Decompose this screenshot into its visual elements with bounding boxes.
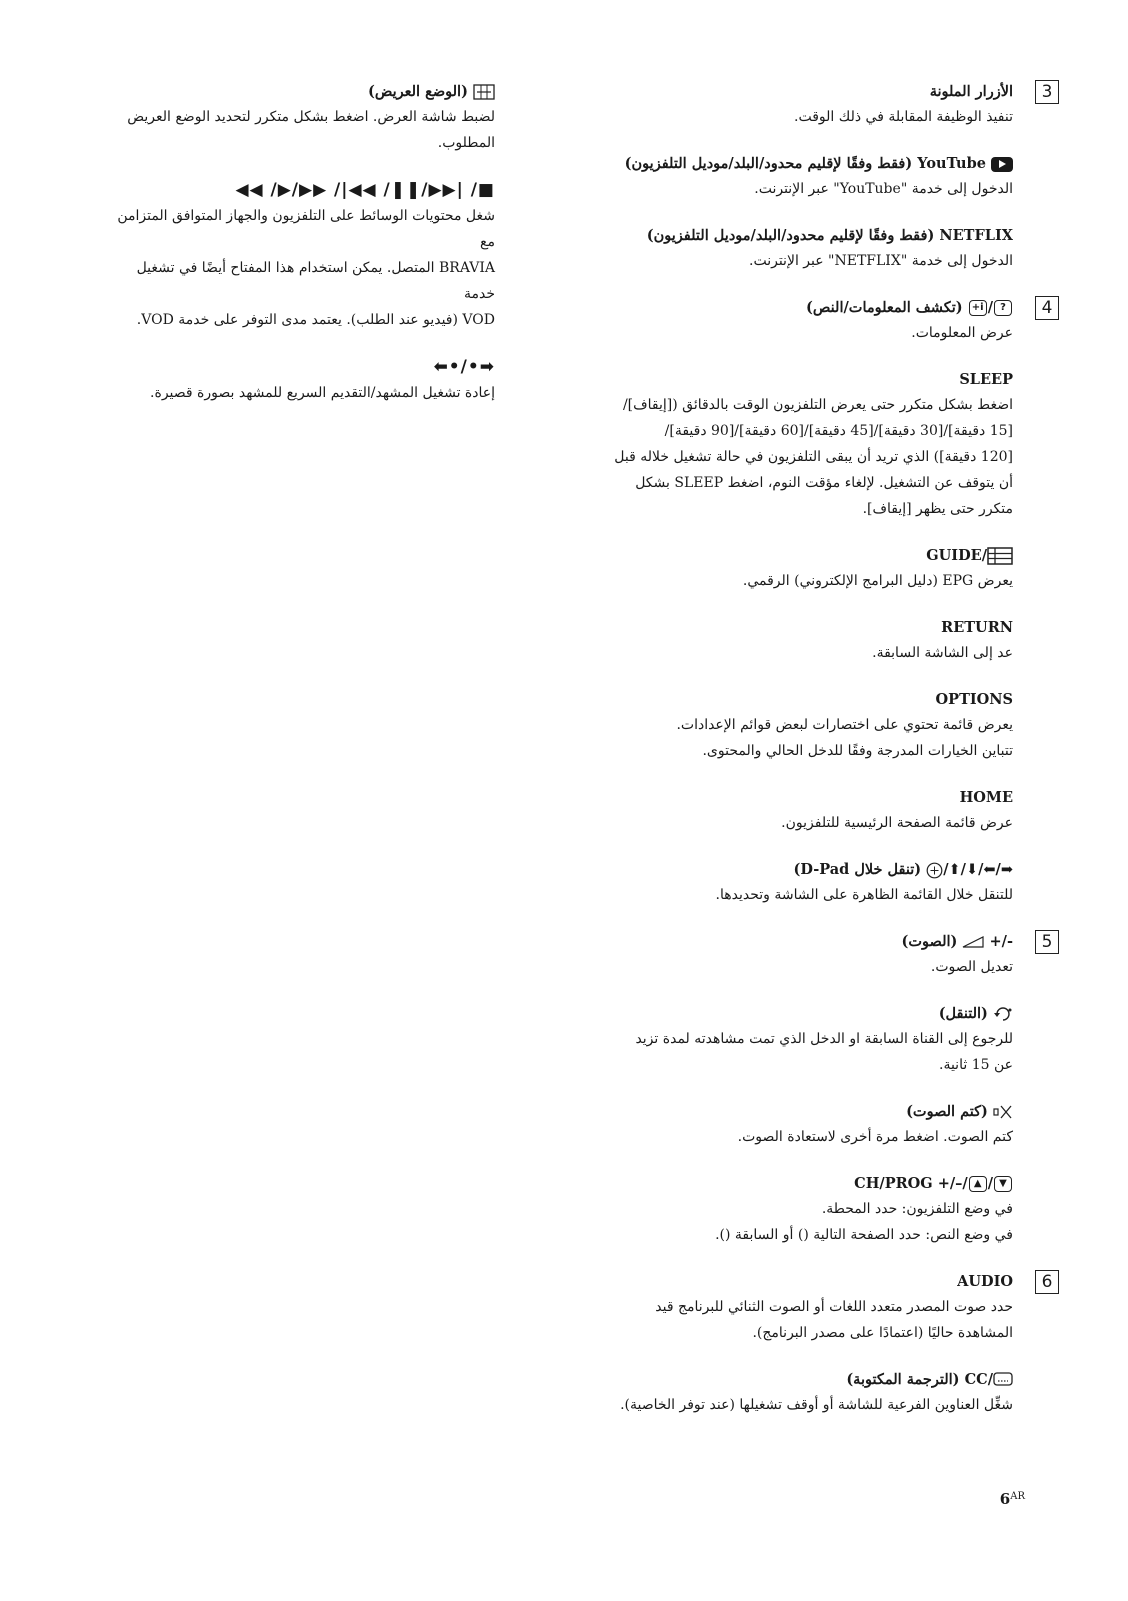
wide-title-text: (الوضع العريض)	[367, 83, 468, 100]
dpad-item	[543, 858, 1013, 908]
sleep-desc-line: أن يتوقف عن التشغيل. لإلغاء مؤقت النوم، اضغط SLEEP بشكل	[635, 475, 1013, 491]
cc-title	[543, 1368, 1013, 1392]
media-desc-line: VOD (فيديو عند الطلب). يعتمد مدى التوفر على خدمة VOD.	[136, 312, 495, 328]
replay-advance-icon: ⬅•/•➡	[433, 357, 495, 377]
color-buttons-item	[543, 80, 1013, 130]
dpad-title	[543, 858, 1013, 882]
return-desc: عد إلى الشاشة السابقة.	[872, 645, 1013, 661]
section-number-5: 5	[1035, 930, 1059, 954]
audio-desc-line: المشاهدة حاليًا (اعتمادًا على مصدر البرنامج).	[752, 1325, 1013, 1341]
wide-item	[105, 80, 495, 156]
mute-item	[543, 1100, 1013, 1150]
volume-desc: تعديل الصوت.	[930, 959, 1013, 975]
section-number-6: 6	[1035, 1270, 1059, 1294]
sleep-desc-line: متكرر حتى يظهر [إيقاف].	[862, 501, 1013, 517]
chprog-item	[543, 1172, 1013, 1248]
chprog-title	[543, 1172, 1013, 1196]
chprog-desc-line: في وضع التلفزيون: حدد المحطة.	[821, 1201, 1013, 1217]
replay-item	[105, 355, 495, 406]
sleep-desc-line: اضغط بشكل متكرر حتى يعرض التلفزيون الوقت بالدقائق ([إيقاف]/	[622, 397, 1013, 413]
color-buttons-title: الأزرار الملونة	[929, 83, 1013, 100]
sleep-item	[543, 368, 1013, 522]
mute-title	[543, 1100, 1013, 1124]
return-title: RETURN	[941, 619, 1013, 636]
audio-desc-line: حدد صوت المصدر متعدد اللغات أو الصوت الثنائي للبرنامج قيد	[655, 1299, 1013, 1315]
youtube-title	[543, 152, 1013, 176]
netflix-title-en: NETFLIX	[939, 227, 1013, 244]
arrow-keys-icon: /⬆/⬇/⬅/➡	[943, 861, 1013, 878]
guide-desc: يعرض EPG (دليل البرامج الإلكتروني) الرقمي.	[742, 573, 1013, 589]
audio-item	[543, 1270, 1013, 1346]
wide-desc-line: لضبط شاشة العرض. اضغط بشكل متكرر لتحديد الوضع العريض	[127, 109, 495, 125]
guide-title	[543, 544, 1013, 568]
youtube-desc: الدخول إلى خدمة "YouTube" عبر الإنترنت.	[754, 181, 1013, 197]
volume-symbol: +/-	[962, 930, 1013, 954]
sleep-desc-line: [120 دقيقة]) الذي تريد أن يبقى التلفزيون في حالة تشغيل خلاله قبل	[614, 449, 1013, 465]
netflix-title	[543, 224, 1013, 248]
dpad-title-text: (تنقل خلال D-Pad)	[793, 861, 922, 878]
color-buttons-desc: تنفيذ الوظيفة المقابلة في ذلك الوقت.	[794, 109, 1013, 125]
enter-circle-icon	[926, 862, 943, 879]
section-number-4: 4	[1035, 296, 1059, 320]
section-6	[543, 1270, 1053, 1418]
media-title	[105, 178, 495, 203]
return-item	[543, 616, 1013, 666]
help-icon: ?	[994, 300, 1012, 316]
mute-icon	[993, 1103, 1013, 1121]
home-title: HOME	[959, 789, 1013, 806]
options-item	[543, 688, 1013, 764]
cc-item	[543, 1368, 1013, 1418]
guide-title-text: GUIDE/	[926, 544, 1013, 568]
jump-desc-line: للرجوع إلى القناة السابقة او الدخل الذي تمت مشاهدته لمدة تزيد	[635, 1031, 1013, 1047]
cc-desc: شغِّل العناوين الفرعية للشاشة أو أوقف تشغيلها (عند توفر الخاصية).	[620, 1397, 1013, 1413]
media-controls-icon: ◀◀ /▶/▶▶ /|◀◀ /❚❚/▶▶| /■	[235, 180, 495, 200]
right-column	[543, 80, 1053, 1440]
info-item	[543, 296, 1013, 346]
mute-title-text: (كتم الصوت)	[906, 1103, 988, 1120]
volume-item	[543, 930, 1013, 980]
volume-wedge-icon	[962, 936, 984, 948]
media-desc-line: BRAVIA المتصل. يمكن استخدام هذا المفتاح أيضًا في تشغيل خدمة	[136, 260, 495, 302]
section-4	[543, 296, 1053, 908]
guide-item	[543, 544, 1013, 594]
jump-icon	[993, 1005, 1013, 1023]
replay-title	[105, 355, 495, 380]
cc-title-ar: (الترجمة المكتوبة)	[846, 1371, 960, 1388]
jump-desc-line: عن 15 ثانية.	[939, 1057, 1013, 1073]
youtube-title-ar: (فقط وفقًا لإقليم محدود/البلد/موديل التلفزيون)	[624, 155, 913, 172]
info-title: ?/i+ (تكشف المعلومات/النص)	[543, 296, 1013, 320]
media-item	[105, 178, 495, 333]
media-desc-line: شغل محتويات الوسائط على التلفزيون والجهاز المتوافق المتزامن مع	[117, 208, 495, 250]
sleep-desc-line: [15 دقيقة]/[30 دقيقة]/[45 دقيقة]/[60 دقيقة]/[90 دقيقة]/	[664, 423, 1013, 439]
subtitle-icon	[993, 1372, 1013, 1389]
home-item	[543, 786, 1013, 836]
netflix-desc: الدخول إلى خدمة "NETFLIX" عبر الإنترنت.	[749, 253, 1013, 269]
sleep-title: SLEEP	[959, 371, 1013, 388]
wide-mode-icon	[473, 84, 495, 100]
section-5	[543, 930, 1053, 1248]
left-column	[105, 80, 495, 428]
jump-title	[543, 1002, 1013, 1026]
wide-desc-line: المطلوب.	[437, 135, 495, 151]
page-down-icon: ▼	[994, 1176, 1012, 1192]
youtube-icon	[991, 157, 1013, 172]
section-3	[543, 80, 1053, 274]
section-number-3: 3	[1035, 80, 1059, 104]
guide-icon	[987, 547, 1013, 565]
chprog-title-text: CH/PROG +/–/ ▲ / ▼	[854, 1172, 1013, 1196]
dpad-desc: للتنقل خلال القائمة الظاهرة على الشاشة وتحديدها.	[715, 887, 1013, 903]
options-desc-line: يعرض قائمة تحتوي على اختصارات لبعض قوائم الإعدادات.	[676, 717, 1013, 733]
info-icon: i+	[969, 300, 987, 316]
audio-title: AUDIO	[957, 1273, 1013, 1290]
chprog-desc-line: في وضع النص: حدد الصفحة التالية () أو السابقة ().	[715, 1227, 1013, 1243]
dpad-arrows	[926, 858, 1013, 882]
replay-desc: إعادة تشغيل المشهد/التقديم السريع للمشهد بصورة قصيرة.	[150, 385, 495, 401]
page-number: $6^{AR}$	[999, 1490, 1025, 1508]
info-desc: عرض المعلومات.	[911, 325, 1013, 341]
wide-title	[105, 80, 495, 104]
page-up-icon: ▲	[969, 1176, 987, 1192]
cc-title-en: CC/	[965, 1368, 1013, 1392]
jump-item	[543, 1002, 1013, 1078]
netflix-title-ar: (فقط وفقًا لإقليم محدود/البلد/موديل التلفزيون)	[646, 227, 935, 244]
volume-title	[543, 930, 1013, 954]
netflix-item	[543, 224, 1013, 274]
volume-title-text: (الصوت)	[901, 933, 958, 950]
youtube-item	[543, 152, 1013, 202]
mute-desc: كتم الصوت. اضغط مرة أخرى لاستعادة الصوت.	[737, 1129, 1013, 1145]
jump-title-text: (التنقل)	[938, 1005, 988, 1022]
home-desc: عرض قائمة الصفحة الرئيسية للتلفزيون.	[781, 815, 1013, 831]
youtube-title-en: YouTube	[917, 155, 986, 172]
options-desc-line: تتباين الخيارات المدرجة وفقًا للدخل الحالي والمحتوى.	[702, 743, 1013, 759]
info-title-text: (تكشف المعلومات/النص)	[806, 299, 963, 316]
options-title: OPTIONS	[935, 691, 1013, 708]
